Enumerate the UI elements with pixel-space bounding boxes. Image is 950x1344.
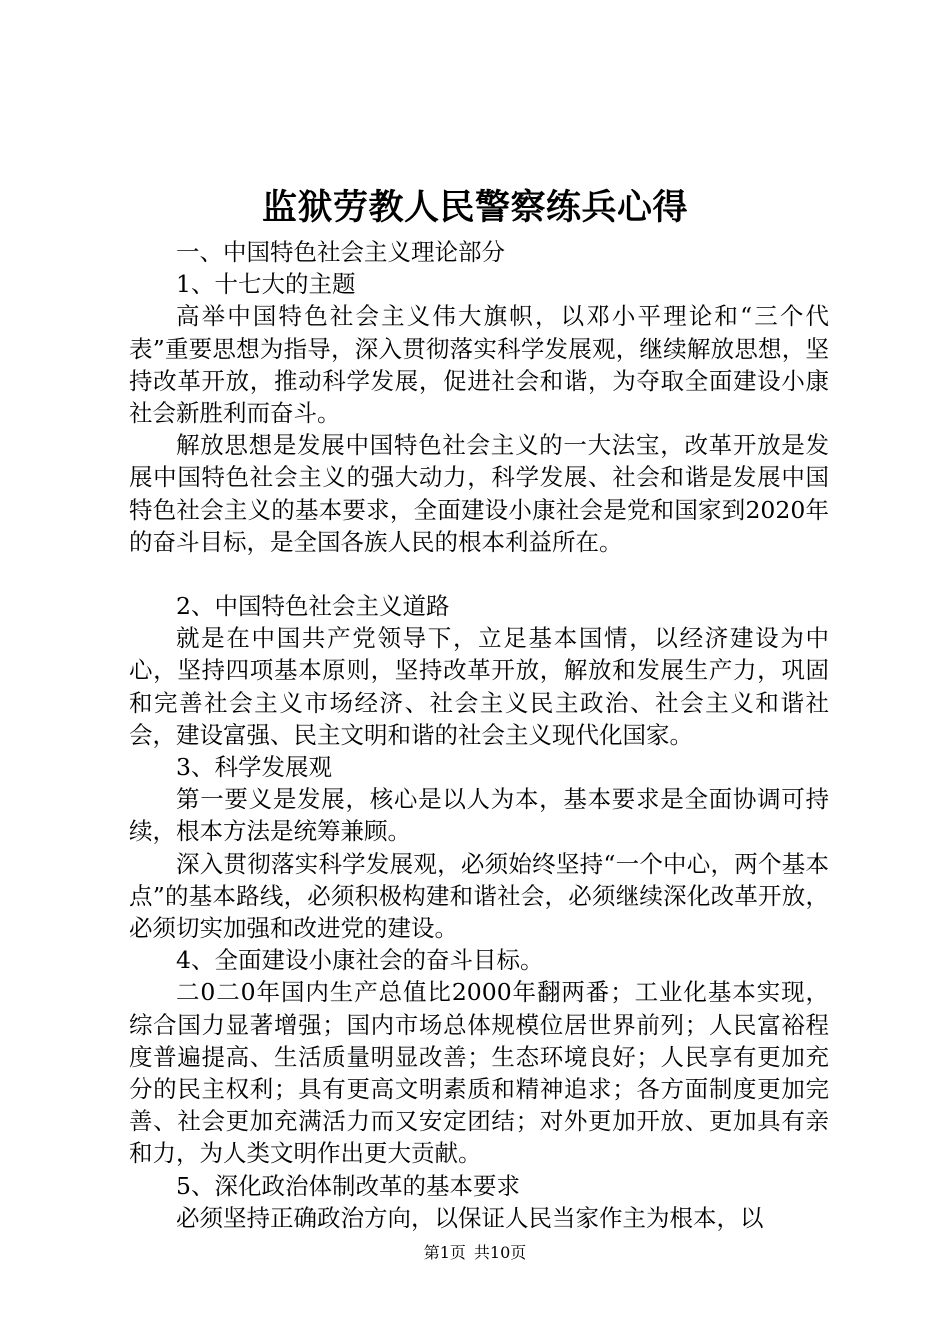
document-body [129,236,829,1234]
body-paragraph: 就是在中国共产党领导下，立足基本国情，以经济建设为中心，坚持四项基本原则，坚持改革开放，解放和发展生产力，巩固和完善社会主义市场经济、社会主义民主政治、社会主义和谐社会，建设富强、民主文明和谐的社会主义现代化国家。 [129,624,829,749]
page-total: 共10页 [473,1243,527,1262]
body-paragraph: 解放思想是发展中国特色社会主义的一大法宝，改革开放是发展中国特色社会主义的强大动力，科学发展、社会和谐是发展中国特色社会主义的基本要求，全面建设小康社会是党和国家到2020年的奋斗目标，是全国各族人民的根本利益所在。 [129,431,829,556]
body-paragraph: 二0二0年国内生产总值比2000年翻两番；工业化基本实现，综合国力显著增强；国内市场总体规模位居世界前列；人民富裕程度普遍提高、生活质量明显改善；生态环境良好；人民享有更加充分的民主权利；具有更高文明素质和精神追求；各方面制度更加完善、社会更加充满活力而又安定团结；对外更加开放、更加具有亲和力，为人类文明作出更大贡献。 [129,978,829,1168]
subsection-heading: 3、科学发展观 [176,753,332,782]
body-paragraph: 高举中国特色社会主义伟大旗帜，以邓小平理论和“三个代表”重要思想为指导，深入贯彻落实科学发展观，继续解放思想，坚持改革开放，推动科学发展，促进社会和谐，为夺取全面建设小康社会新胜利而奋斗。 [129,302,829,428]
subsection-heading: 2、中国特色社会主义道路 [176,592,450,621]
page-number: 第1页 [423,1243,466,1262]
document-title: 监狱劳教人民警察练兵心得 [261,187,688,228]
body-paragraph: 必须坚持正确政治方向，以保证人民当家作主为根本，以 [176,1203,764,1232]
section-heading: 一、中国特色社会主义理论部分 [176,238,505,266]
body-paragraph: 第一要义是发展，核心是以人为本，基本要求是全面协调可持续，根本方法是统筹兼顾。 [129,785,829,846]
body-paragraph: 深入贯彻落实科学发展观，必须始终坚持“一个中心，两个基本点”的基本路线，必须积极构建和谐社会，必须继续深化改革开放，必须切实加强和改进党的建设。 [129,849,829,943]
subsection-heading: 4、全面建设小康社会的奋斗目标。 [176,946,544,975]
paragraph-gap [129,558,829,590]
subsection-heading: 5、深化政治体制改革的基本要求 [176,1171,520,1200]
subsection-heading: 1、十七大的主题 [176,270,356,299]
page-footer [0,1243,950,1263]
